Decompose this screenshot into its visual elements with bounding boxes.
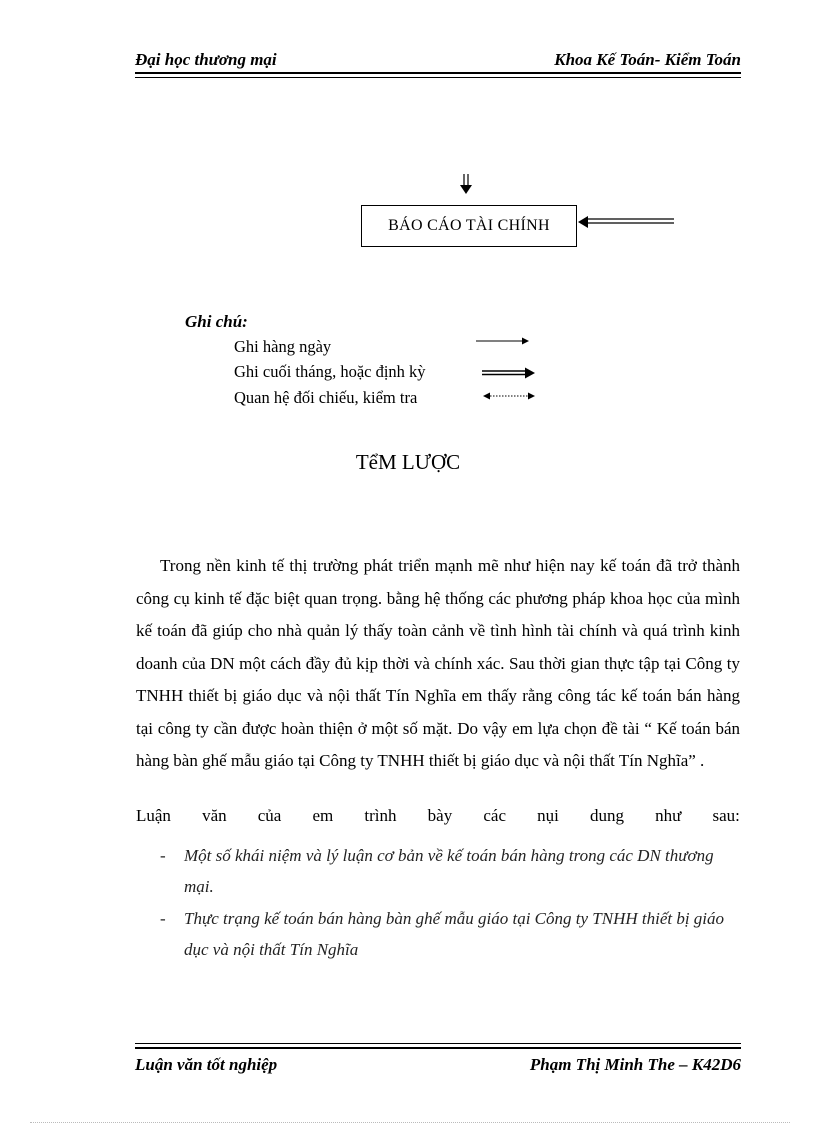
intro-word: bày xyxy=(427,806,453,825)
intro-word: nụi xyxy=(537,806,559,825)
bullet-item xyxy=(160,840,740,902)
section-title: TểM LƯỢC xyxy=(355,450,461,474)
legend-label-periodic: Ghi cuối tháng, hoặc định kỳ xyxy=(234,362,426,381)
header-rule-thick xyxy=(135,72,741,74)
bullet-item xyxy=(160,903,740,965)
legend-title: Ghi chú: xyxy=(185,312,248,331)
bullet-dash: - xyxy=(160,846,166,865)
footer-rule-thick xyxy=(135,1047,741,1049)
intro-word: sau: xyxy=(712,806,740,825)
bullet-text: Thực trạng kế toán bán hàng bàn ghế mẫu giáo tại Công ty TNHH thiết bị giáo dục và nội thất Tín Nghĩa xyxy=(184,909,725,959)
body-intro-line xyxy=(136,806,740,826)
legend-label-daily: Ghi hàng ngày xyxy=(234,337,332,356)
footer-document-type: Luận văn tốt nghiệp xyxy=(135,1055,278,1074)
double-arrow-icon xyxy=(482,366,538,380)
financial-report-box: BÁO CÁO TÀI CHÍNH xyxy=(361,205,577,247)
diagram-left-double-arrow xyxy=(577,212,675,232)
bullet-text: Một số khái niệm và lý luận cơ bản về kế toán bán hàng trong các DN thương mại. xyxy=(184,846,714,896)
body-paragraph: Trong nền kinh tế thị trường phát triển mạnh mẽ như hiện nay kế toán đã trở thành công cụ kinh tế đặc biệt quan trọng. bằng hệ thống các phương pháp khoa học của mình kế toán đã giúp cho nhà quản lý thấy toàn cảnh về tình hình tài chính và quá trình kinh doanh của DN một cách đầy đủ kịp thời và chính xác. Sau thời gian thực tập tại Công ty TNHH thiết bị giáo dục và nội thất Tín Nghĩa em thấy rằng công tác kế toán bán hàng tại công ty cần được hoàn thiện ở một số mặt. Do vậy em lựa chọn đề tài “ Kế toán bán hàng bàn ghế mẫu giáo tại Công ty TNHH thiết bị giáo dục và nội thất Tín Nghĩa” . xyxy=(136,556,740,770)
page-header xyxy=(135,50,741,80)
single-arrow-icon xyxy=(476,335,532,347)
intro-word: của xyxy=(257,806,282,825)
diagram-down-arrow xyxy=(458,174,474,196)
intro-word: trình xyxy=(364,806,397,825)
intro-word: em xyxy=(312,806,334,825)
legend-label-reconcile: Quan hệ đối chiếu, kiểm tra xyxy=(234,388,418,407)
intro-word: Luận xyxy=(136,806,171,825)
footer-author: Phạm Thị Minh The – K42D6 xyxy=(529,1055,741,1074)
intro-word: văn xyxy=(202,806,227,825)
header-faculty: Khoa Kế Toán- Kiểm Toán xyxy=(554,50,741,69)
footer-rule-thin xyxy=(135,1043,741,1044)
intro-word: các xyxy=(483,806,506,825)
page-footer xyxy=(135,1053,741,1083)
intro-word: dung xyxy=(590,806,625,825)
bullet-dash: - xyxy=(160,909,166,928)
header-university: Đại học thương mại xyxy=(135,50,277,69)
dotted-bidirectional-arrow-icon xyxy=(482,390,538,402)
intro-word: như xyxy=(655,806,682,825)
header-rule-thin xyxy=(135,77,741,78)
